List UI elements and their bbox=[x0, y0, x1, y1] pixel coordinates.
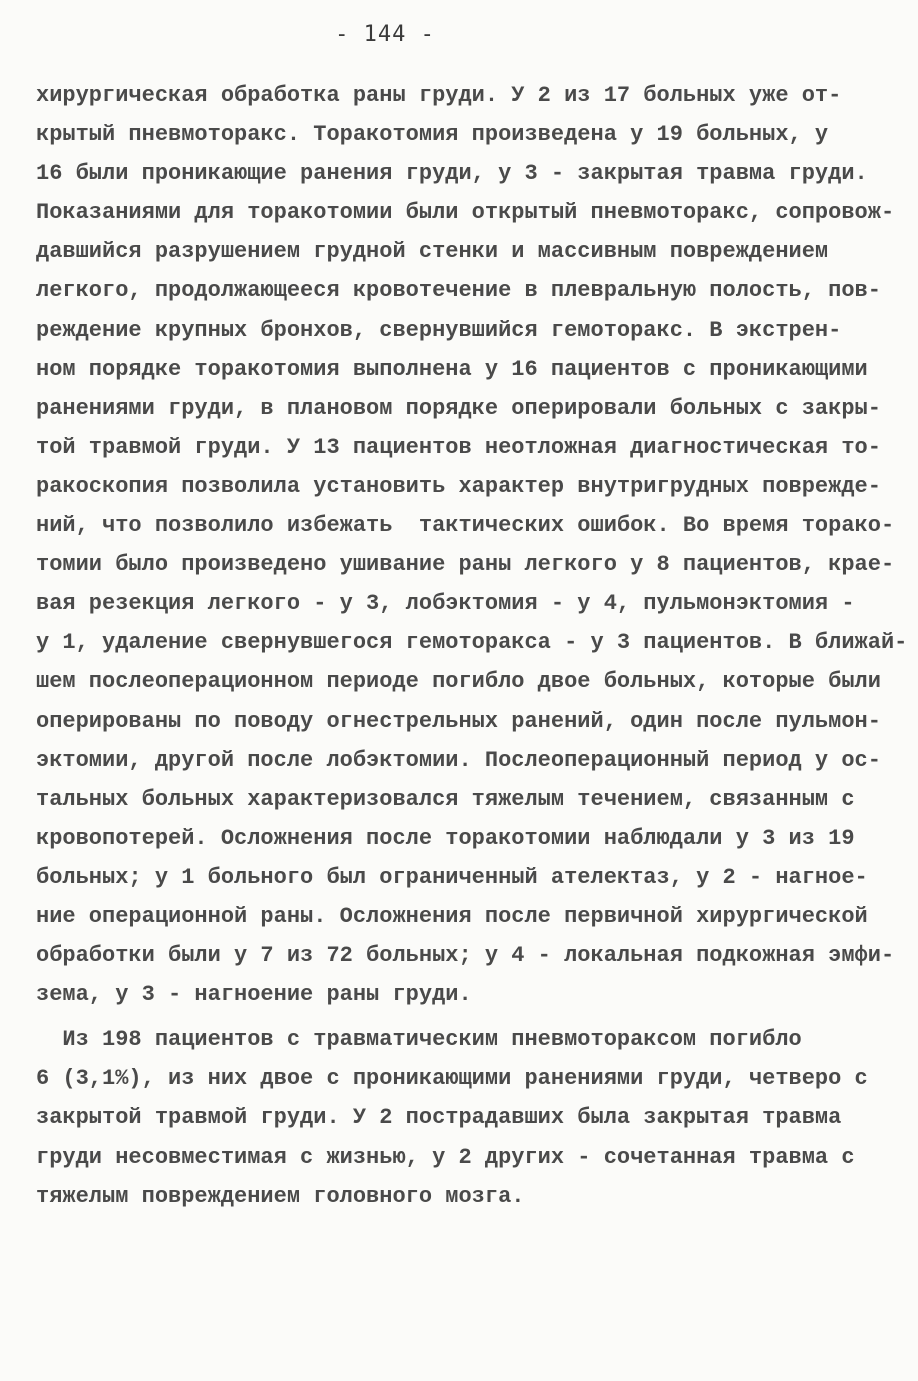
text-line: тальных больных характеризовался тяжелым течением, связанным с bbox=[36, 786, 855, 812]
text-line: 16 были проникающие ранения груди, у 3 - закрытая травма груди. bbox=[36, 161, 868, 187]
text-line: зема, у 3 - нагноение раны груди. bbox=[36, 982, 472, 1008]
text-line: давшийся разрушением грудной стенки и массивным повреждением bbox=[36, 239, 829, 265]
text-line: у 1, удаление свернувшегося гемоторакса - у 3 пациентов. В ближай- bbox=[36, 630, 908, 656]
text-line: ние операционной раны. Осложнения после первичной хирургической bbox=[36, 903, 868, 929]
text-line: оперированы по поводу огнестрельных ранений, один после пульмон- bbox=[36, 708, 881, 734]
page-number: - 144 - bbox=[335, 22, 435, 47]
text-line: Из 198 пациентов с травматическим пневмотораксом погибло bbox=[36, 1027, 802, 1053]
text-line: томии было произведено ушивание раны легкого у 8 пациентов, крае- bbox=[36, 552, 895, 578]
text-line: той травмой груди. У 13 пациентов неотложная диагностическая то- bbox=[36, 434, 881, 460]
text-line: эктомии, другой после лобэктомии. Послеоперационный период у ос- bbox=[36, 747, 881, 773]
body-text bbox=[36, 76, 908, 1216]
text-line: крытый пневмоторакс. Торакотомия произведена у 19 больных, у bbox=[36, 122, 829, 148]
text-line: шем послеоперационном периоде погибло двое больных, которые были bbox=[36, 669, 881, 695]
text-line: вая резекция легкого - у 3, лобэктомия - у 4, пульмонэктомия - bbox=[36, 591, 855, 617]
text-line: тяжелым повреждением головного мозга. bbox=[36, 1183, 525, 1209]
text-line: закрытой травмой груди. У 2 пострадавших была закрытая травма bbox=[36, 1105, 842, 1131]
text-line: ном порядке торакотомия выполнена у 16 пациентов с проникающими bbox=[36, 356, 868, 382]
text-line: ний, что позволило избежать тактических ошибок. Во время торако- bbox=[36, 513, 895, 539]
paragraph-2 bbox=[36, 1020, 882, 1215]
text-line: легкого, продолжающееся кровотечение в плевральную полость, пов- bbox=[36, 278, 881, 304]
paragraph-1 bbox=[36, 76, 908, 1014]
text-line: обработки были у 7 из 72 больных; у 4 - локальная подкожная эмфи- bbox=[36, 943, 895, 969]
text-line: ракоскопия позволила установить характер внутригрудных поврежде- bbox=[36, 473, 881, 499]
text-line: Показаниями для торакотомии были открытый пневмоторакс, сопровож- bbox=[36, 200, 895, 226]
text-line: 6 (3,1%), из них двое с проникающими ранениями груди, четверо с bbox=[36, 1066, 868, 1092]
text-line: больных; у 1 больного был ограниченный ателектаз, у 2 - нагное- bbox=[36, 864, 868, 890]
text-line: груди несовместимая с жизнью, у 2 других - сочетанная травма с bbox=[36, 1144, 855, 1170]
text-line: ранениями груди, в плановом порядке оперировали больных с закры- bbox=[36, 395, 881, 421]
text-line: реждение крупных бронхов, свернувшийся гемоторакс. В экстрен- bbox=[36, 317, 842, 343]
text-line: кровопотерей. Осложнения после торакотомии наблюдали у 3 из 19 bbox=[36, 825, 855, 851]
text-line: хирургическая обработка раны груди. У 2 из 17 больных уже от- bbox=[36, 83, 842, 108]
